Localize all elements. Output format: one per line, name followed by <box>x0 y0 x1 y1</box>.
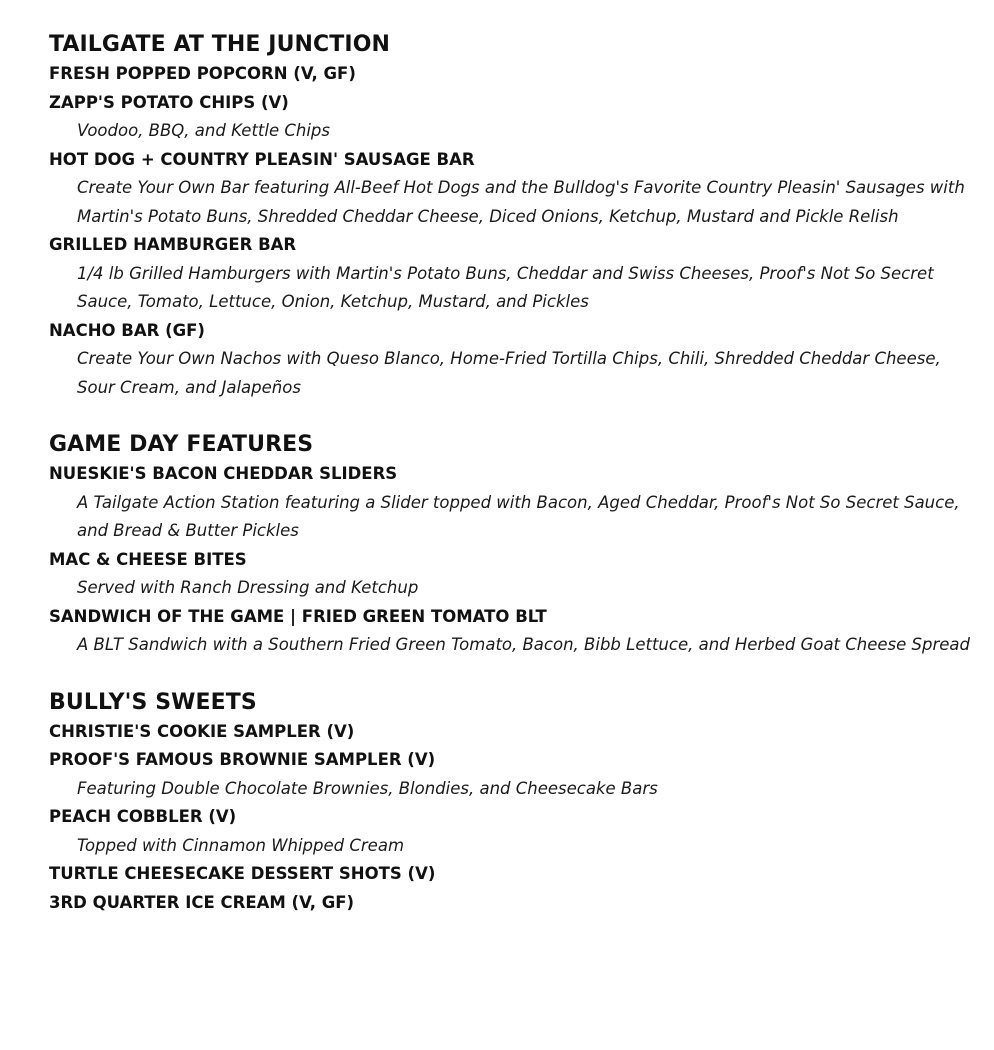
menu-item-description: A Tailgate Action Station featuring a Slider topped with Bacon, Aged Cheddar, Proof's Not So Secret Sauce, and Bread & Butter Pickles <box>77 492 960 540</box>
menu-item-name: HOT DOG + COUNTRY PLEASIN' SAUSAGE BAR <box>49 149 475 169</box>
menu-item-name: FRESH POPPED POPCORN (V, GF) <box>49 64 356 83</box>
menu-item-description: A BLT Sandwich with a Southern Fried Green Tomato, Bacon, Bibb Lettuce, and Herbed Goat Cheese Spread <box>77 635 971 654</box>
menu-section-sweets <box>49 688 979 918</box>
menu-item-name: SANDWICH OF THE GAME | FRIED GREEN TOMATO BLT <box>49 606 547 626</box>
section-title: BULLY'S SWEETS <box>49 689 257 715</box>
section-title: GAME DAY FEATURES <box>49 432 314 457</box>
menu-item-name: 3RD QUARTER ICE CREAM (V, GF) <box>49 892 355 912</box>
menu-item-name: CHRISTIE'S COOKIE SAMPLER (V) <box>49 721 355 741</box>
menu-item-description: Create Your Own Bar featuring All-Beef Hot Dogs and the Bulldog's Favorite Country Pleasin' Sausages with Martin's Potato Buns, Shredded Cheddar Cheese, Diced Onions, Ketchup, Mustard and Pickle Relish <box>77 178 965 226</box>
menu-item-name: NUESKIE'S BACON CHEDDAR SLIDERS <box>49 464 398 483</box>
menu-item-description: Served with Ranch Dressing and Ketchup <box>77 578 419 597</box>
menu-section-tailgate <box>49 30 979 402</box>
menu-item-name: MAC & CHEESE BITES <box>49 549 247 569</box>
section-title: TAILGATE AT THE JUNCTION <box>49 32 391 57</box>
menu-item-description: Create Your Own Nachos with Queso Blanco, Home-Fried Tortilla Chips, Chili, Shredded Cheddar Cheese, Sour Cream, and Jalapeños <box>77 349 941 397</box>
menu-item-description: Featuring Double Chocolate Brownies, Blondies, and Cheesecake Bars <box>77 778 658 798</box>
menu-item-name: NACHO BAR (GF) <box>49 320 205 340</box>
menu-item-name: ZAPP'S POTATO CHIPS (V) <box>49 92 289 112</box>
menu-item-name: TURTLE CHEESECAKE DESSERT SHOTS (V) <box>49 864 436 883</box>
menu-item-description: 1/4 lb Grilled Hamburgers with Martin's Potato Buns, Cheddar and Swiss Cheeses, Proof's Not So Secret Sauce, Tomato, Lettuce, Onion, Ketchup, Mustard, and Pickles <box>77 263 934 311</box>
menu-section-game-day <box>49 430 979 660</box>
menu-item-name: PROOF'S FAMOUS BROWNIE SAMPLER (V) <box>49 750 436 769</box>
menu-item-description: Topped with Cinnamon Whipped Cream <box>77 835 405 855</box>
menu-item-name: GRILLED HAMBURGER BAR <box>49 235 297 254</box>
menu-item-description: Voodoo, BBQ, and Kettle Chips <box>77 121 331 140</box>
menu-page <box>49 30 979 945</box>
menu-item-name: PEACH COBBLER (V) <box>49 807 237 826</box>
